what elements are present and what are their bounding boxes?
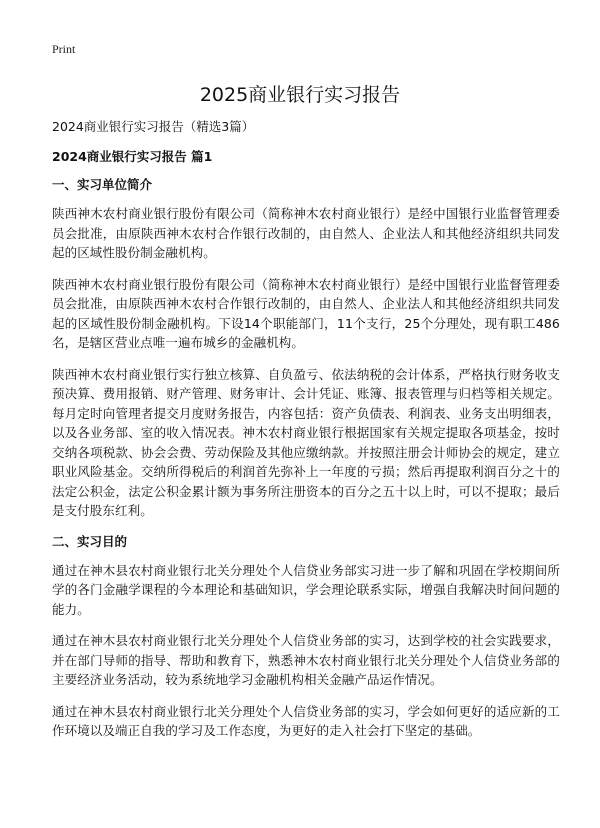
- section-heading-purpose: 二、实习目的: [52, 533, 128, 549]
- paragraph: 通过在神木县农村商业银行北关分理处个人信贷业务部的实习，学会如何更好的适应新的工作环境以及端正自我的学习及工作态度，为更好的走入社会打下坚定的基础。: [52, 703, 560, 738]
- document-body: [52, 118, 560, 753]
- paragraph: 陕西神木农村商业银行股份有限公司（简称神木农村商业银行）是经中国银行业监督管理委员会批准，由原陕西神木农村合作银行改制的，由自然人、企业法人和其他经济组织共同发起的区域性股份制金融机构。: [52, 206, 560, 260]
- paragraph: 陕西神木农村商业银行股份有限公司（简称神木农村商业银行）是经中国银行业监督管理委员会批准，由原陕西神木农村合作银行改制的，由自然人、企业法人和其他经济组织共同发起的区域性股份制金融机构。下设14个职能部门，11个支行，25个分理处，现有职工486名，是辖区营业点唯一遍布城乡的金融机构。: [52, 276, 560, 350]
- part-heading: 2024商业银行实习报告 篇1: [52, 149, 213, 164]
- page-title: 2025商业银行实习报告: [199, 84, 401, 106]
- paragraph: 通过在神木县农村商业银行北关分理处个人信贷业务部的实习，达到学校的社会实践要求，并在部门导师的指导、帮助和教育下，熟悉神木农村商业银行北关分理处个人信贷业务部的主要经济业务活动，较为系统地学习金融机构相关金融产品运作情况。: [52, 633, 560, 687]
- paragraph: 陕西神木农村商业银行实行独立核算、自负盈亏、依法纳税的会计体系，严格执行财务收支预决算、费用报销、财产管理、财务审计、会计凭证、账簿、报表管理与归档等相关规定。每月定时向管理者提交月度财务报告，内容包括：资产负债表、利润表、业务支出明细表，以及各业务部、室的收入情况表。神木农村商业银行根据国家有关规定提取各项基金，按时交纳各项税款、协会会费、劳动保险及其他应缴纳款。并按照注册会计师协会的规定，建立职业风险基金。交纳所得税后的利润首先弥补上一年度的亏损；然后再提取利润百分之十的法定公积金，法定公积金累计额为事务所注册资本的百分之五十以上时，可以不提取；最后是支付股东红利。: [52, 366, 560, 518]
- document-subtitle: 2024商业银行实习报告（精选3篇）: [52, 119, 255, 134]
- paragraph: 通过在神木县农村商业银行北关分理处个人信贷业务部实习进一步了解和巩固在学校期间所学的各门金融学课程的今本理论和基础知识，学会理论联系实际，增强自我解决时间问题的能力。: [52, 562, 560, 617]
- section-heading-intro: 一、实习单位简介: [52, 177, 153, 192]
- print-link[interactable]: Print: [52, 42, 76, 56]
